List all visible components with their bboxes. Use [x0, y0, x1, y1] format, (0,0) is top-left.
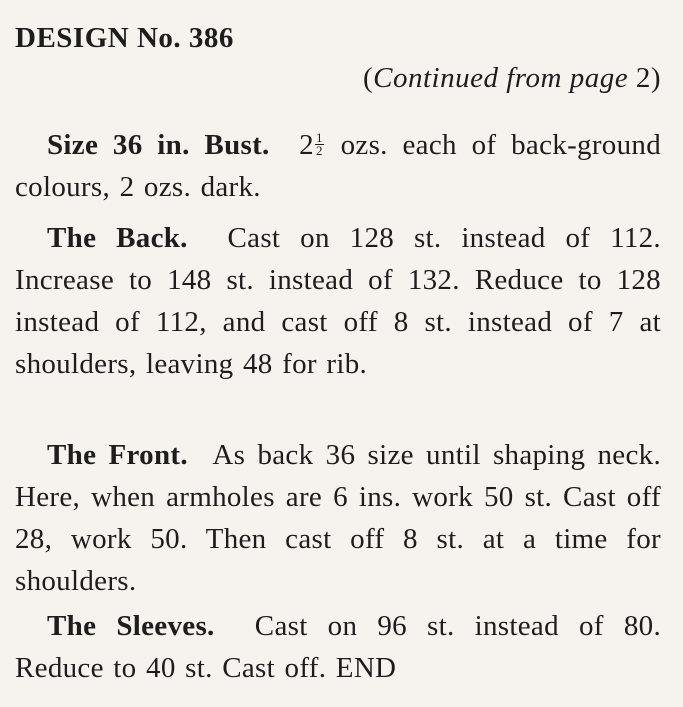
paragraph-body: ozs. each of back-ground colours, 2 ozs. dark. — [15, 129, 661, 203]
paragraph-body: Cast on 128 st. instead of 112. Increase to 148 st. instead of 132. Reduce to 128 instead of 112, and cast off 8 st. instead of 7 at shoulders, leaving 48 for rib. — [15, 222, 661, 380]
quantity-whole: 2 — [299, 129, 314, 161]
paragraph-heading: The Back. — [47, 222, 188, 254]
paragraph-sleeves — [15, 605, 661, 689]
continued-text: Continued from page — [373, 62, 629, 94]
paragraph-heading: The Front. — [47, 439, 188, 471]
fraction-denominator: 2 — [315, 142, 323, 158]
paragraph-back — [15, 217, 661, 385]
paragraph-body: As back 36 size until shaping neck. Here, when armholes are 6 ins. work 50 st. Cast off 28, work 50. Then cast off 8 st. at a time for shoulders. — [15, 439, 661, 597]
fraction-half — [315, 129, 324, 158]
continued-page: 2) — [635, 62, 661, 94]
page-title: DESIGN No. 386 — [15, 22, 234, 54]
continued-note — [363, 62, 661, 95]
paragraph-heading: Size 36 in. Bust. — [47, 129, 270, 161]
paragraph-front — [15, 434, 661, 602]
paragraph-body: Cast on 96 st. instead of 80. Reduce to 40 st. Cast off. END — [15, 610, 661, 684]
paragraph-size — [15, 124, 661, 208]
continued-open-paren: ( — [362, 62, 374, 94]
paragraph-heading: The Sleeves. — [47, 610, 215, 642]
fraction-numerator: 1 — [315, 129, 323, 145]
